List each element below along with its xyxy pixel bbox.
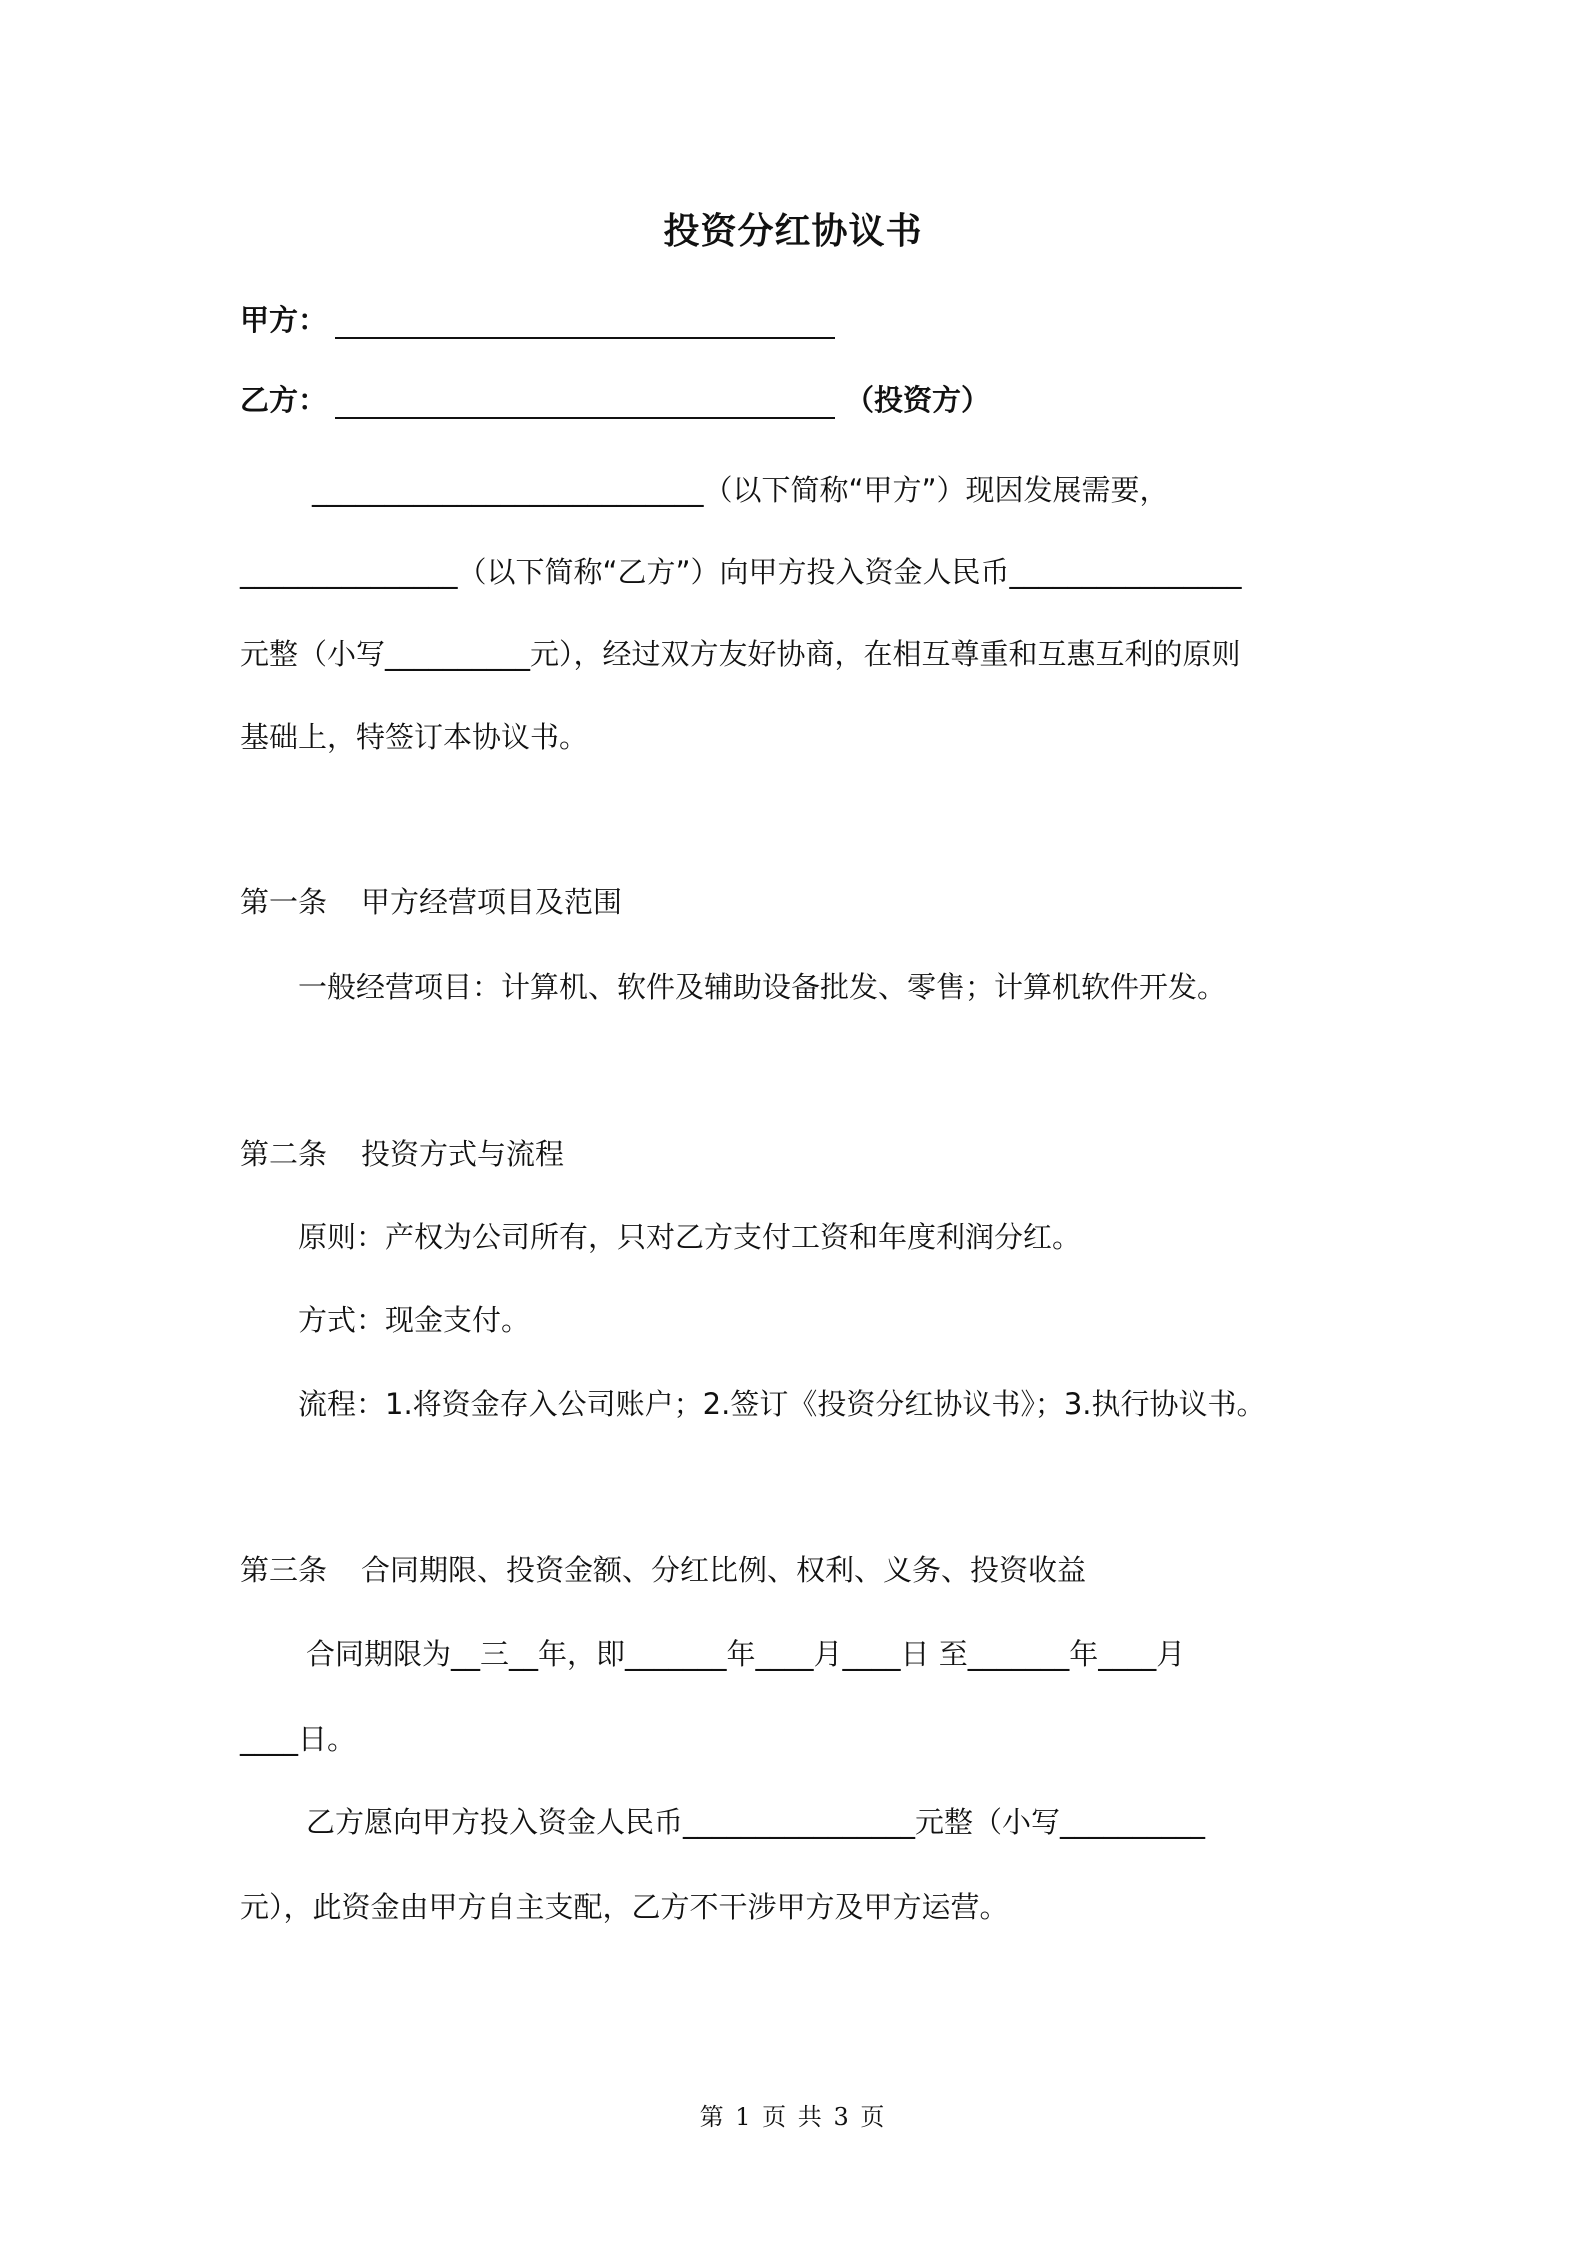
party-b-label: 乙方： xyxy=(240,383,328,417)
article-1-heading xyxy=(240,880,622,921)
article-1-number: 第一条 xyxy=(240,885,328,919)
article-3-title: 合同期限、投资金额、分红比例、权利、义务、投资收益 xyxy=(361,1553,1087,1587)
article-1-title: 甲方经营项目及范围 xyxy=(361,885,623,919)
party-b-suffix: （投资方） xyxy=(845,383,991,417)
party-b-row xyxy=(240,378,990,419)
party-a-label: 甲方： xyxy=(240,303,328,337)
article-2-method: 方式：现金支付。 xyxy=(298,1303,531,1337)
article-3-heading xyxy=(240,1548,1086,1589)
intro-line-4: 基础上，特签订本协议书。 xyxy=(240,720,589,754)
article-2-process: 流程：1.将资金存入公司账户；2.签订《投资分红协议书》；3.执行协议书。 xyxy=(298,1387,1266,1421)
document-title: 投资分红协议书 xyxy=(663,211,923,252)
party-b-blank xyxy=(335,391,835,419)
party-a-row xyxy=(240,298,845,339)
article-1-body: 一般经营项目：计算机、软件及辅助设备批发、零售；计算机软件开发。 xyxy=(298,970,1227,1004)
intro-line-1: ___________________________（以下简称“甲方”）现因发展需要， xyxy=(312,473,1169,507)
article-3-invest-line-2: 元），此资金由甲方自主支配，乙方不干涉甲方及甲方运营。 xyxy=(240,1890,1009,1924)
intro-line-2: _______________（以下简称“乙方”）向甲方投入资金人民币________________ xyxy=(240,555,1242,589)
article-3-term-line-2: ____日。 xyxy=(240,1722,357,1756)
party-a-blank xyxy=(335,311,835,339)
article-2-principle: 原则：产权为公司所有，只对乙方支付工资和年度利润分红。 xyxy=(298,1220,1082,1254)
page-footer: 第 1 页 共 3 页 xyxy=(699,2103,887,2131)
article-3-term-line-1: 合同期限为__三__年，即_______年____月____日 至_______年____月 xyxy=(306,1637,1186,1671)
article-3-number: 第三条 xyxy=(240,1553,328,1587)
intro-line-3: 元整（小写__________元），经过双方友好协商，在相互尊重和互惠互利的原则 xyxy=(240,637,1241,671)
article-2-title: 投资方式与流程 xyxy=(361,1137,565,1171)
article-3-invest-line-1: 乙方愿向甲方投入资金人民币________________元整（小写__________ xyxy=(306,1805,1206,1839)
article-2-number: 第二条 xyxy=(240,1137,328,1171)
article-2-heading xyxy=(240,1132,564,1173)
